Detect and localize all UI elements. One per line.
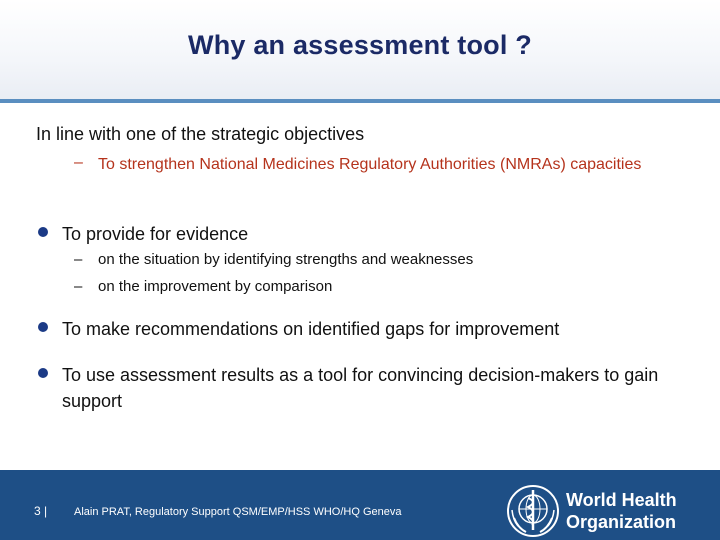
title-band [0,0,720,100]
bullet-dot-icon [38,227,48,237]
objective-dash: – [74,154,83,171]
footer-credit: Alain PRAT, Regulatory Support QSM/EMP/HSS WHO/HQ Geneva [74,506,402,518]
slide-title: Why an assessment tool ? [188,30,532,60]
bullet-text: To use assessment results as a tool for convincing decision-makers to gain support [62,365,659,411]
sub-dash: – [74,251,83,268]
bullet-text: To make recommendations on identified gaps for improvement [62,319,560,339]
who-emblem-icon [504,482,562,540]
footer-bar [0,470,720,540]
objective-item [74,154,642,173]
bullet-text: To provide for evidence [62,224,249,244]
sub-text: on the situation by identifying strengths and weaknesses [98,251,474,268]
objective-text: To strengthen National Medicines Regulatory Authorities (NMRAs) capacities [98,156,642,173]
bullet-dot-icon [38,368,48,378]
intro-text: In line with one of the strategic objectives [36,124,365,144]
who-logo-line2: Organization [566,512,677,532]
page-number: 3 | [34,504,48,518]
who-logo-line1: World Health [566,490,677,510]
title-divider [0,99,720,103]
sub-dash: – [74,278,83,295]
sub-text: on the improvement by comparison [98,278,333,295]
bullet-dot-icon [38,322,48,332]
who-logo [504,482,694,532]
